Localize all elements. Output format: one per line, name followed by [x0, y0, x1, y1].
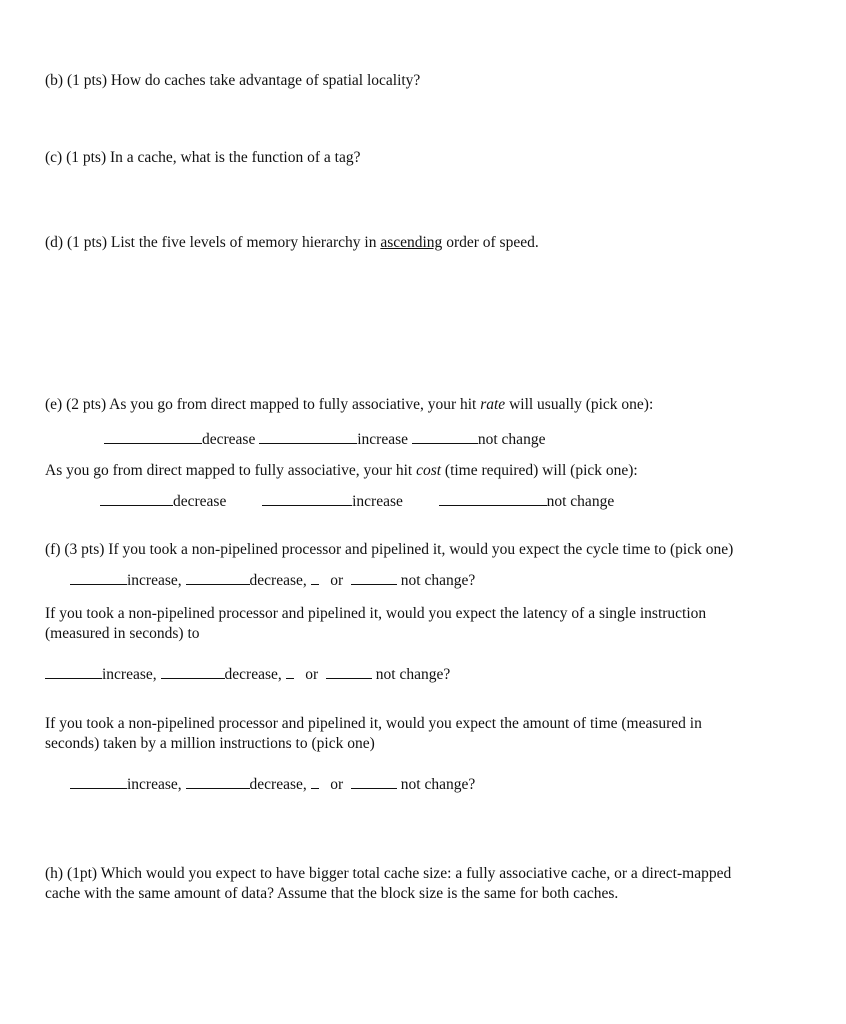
answer-blank[interactable] — [186, 776, 250, 789]
question-h-points: (1pt) — [66, 865, 98, 882]
option-decrease: decrease — [173, 493, 227, 510]
answer-blank[interactable] — [70, 572, 127, 585]
question-d-points: (1 pts) — [66, 234, 107, 251]
question-b-label: (b) — [45, 72, 64, 89]
question-h-line2: cache with the same amount of data? Assume that the block size is the same for both caches. — [45, 885, 619, 902]
answer-blank[interactable] — [259, 431, 357, 444]
answer-blank[interactable] — [100, 493, 173, 506]
question-f-q1-text: If you took a non-pipelined processor and pipelined it, would you expect the cycle time to (pick one) — [108, 541, 734, 558]
answer-blank[interactable] — [412, 431, 478, 444]
question-f-q1-options — [70, 571, 475, 590]
question-b-text: How do caches take advantage of spatial locality? — [110, 72, 421, 89]
answer-blank[interactable] — [351, 572, 397, 585]
question-d-text-before: List the five levels of memory hierarchy in — [110, 234, 377, 251]
answer-blank[interactable] — [161, 666, 225, 679]
question-f-q3-options — [70, 775, 475, 794]
question-e-q1-options — [104, 430, 545, 449]
question-f-q3-line1: If you took a non-pipelined processor and pipelined it, would you expect the amount of time (measured in — [45, 715, 702, 732]
option-increase: increase — [357, 431, 408, 448]
question-d — [45, 233, 539, 252]
question-d-text-after: order of speed. — [446, 234, 539, 251]
option-increase: increase, — [127, 572, 182, 589]
answer-blank[interactable] — [326, 666, 372, 679]
question-d-underlined: ascending — [380, 234, 443, 251]
answer-blank[interactable] — [439, 493, 547, 506]
question-h-line1 — [45, 864, 731, 883]
answer-blank[interactable] — [104, 431, 202, 444]
option-not-change: not change — [477, 431, 546, 448]
question-h-text: Which would you expect to have bigger total cache size: a fully associative cache, or a direct-mapped — [100, 865, 732, 882]
question-e-q2-after: (time required) will (pick one): — [444, 462, 638, 479]
answer-blank[interactable] — [70, 776, 127, 789]
option-decrease: decrease, — [249, 572, 307, 589]
question-f-label: (f) — [45, 541, 61, 558]
option-not-change: not change? — [400, 572, 476, 589]
answer-blank[interactable] — [311, 776, 319, 789]
question-d-label: (d) — [45, 234, 64, 251]
option-or: or — [305, 666, 319, 683]
question-e-points: (2 pts) — [66, 396, 107, 413]
question-e-q2-italic: cost — [416, 462, 442, 479]
question-e-q1-after: will usually (pick one): — [509, 396, 654, 413]
question-e-q1-before: As you go from direct mapped to fully associative, your hit — [109, 396, 477, 413]
question-e-q2-options — [100, 492, 614, 511]
option-increase: increase, — [127, 776, 182, 793]
option-decrease: decrease, — [249, 776, 307, 793]
question-h-label: (h) — [45, 865, 64, 882]
answer-blank[interactable] — [186, 572, 250, 585]
question-f-points: (3 pts) — [64, 541, 105, 558]
answer-blank[interactable] — [45, 666, 102, 679]
question-f-q1 — [45, 540, 733, 559]
question-e-part1 — [45, 395, 653, 414]
option-not-change: not change? — [400, 776, 476, 793]
option-not-change: not change? — [375, 666, 451, 683]
answer-blank[interactable] — [286, 666, 294, 679]
question-b-points: (1 pts) — [66, 72, 107, 89]
option-decrease: decrease — [202, 431, 256, 448]
question-f-q3-line2: seconds) taken by a million instructions to (pick one) — [45, 735, 375, 752]
question-b — [45, 71, 420, 90]
question-c-label: (c) — [45, 149, 63, 166]
question-e-label: (e) — [45, 396, 63, 413]
option-increase: increase — [352, 493, 403, 510]
answer-blank[interactable] — [262, 493, 352, 506]
question-f-q2-options — [45, 665, 450, 684]
option-decrease: decrease, — [224, 666, 282, 683]
question-c-text: In a cache, what is the function of a tag? — [110, 149, 361, 166]
option-or: or — [330, 776, 344, 793]
question-f-q2-line1: If you took a non-pipelined processor and pipelined it, would you expect the latency of a single instruction — [45, 605, 707, 622]
question-f-q2-line2: (measured in seconds) to — [45, 625, 200, 642]
option-or: or — [330, 572, 344, 589]
option-not-change: not change — [546, 493, 615, 510]
answer-blank[interactable] — [311, 572, 319, 585]
question-e-q2-before: As you go from direct mapped to fully associative, your hit — [45, 462, 413, 479]
question-e-q1-italic: rate — [480, 396, 506, 413]
answer-blank[interactable] — [351, 776, 397, 789]
question-c — [45, 148, 360, 167]
question-e-part2 — [45, 461, 638, 480]
question-c-points: (1 pts) — [66, 149, 107, 166]
option-increase: increase, — [102, 666, 157, 683]
